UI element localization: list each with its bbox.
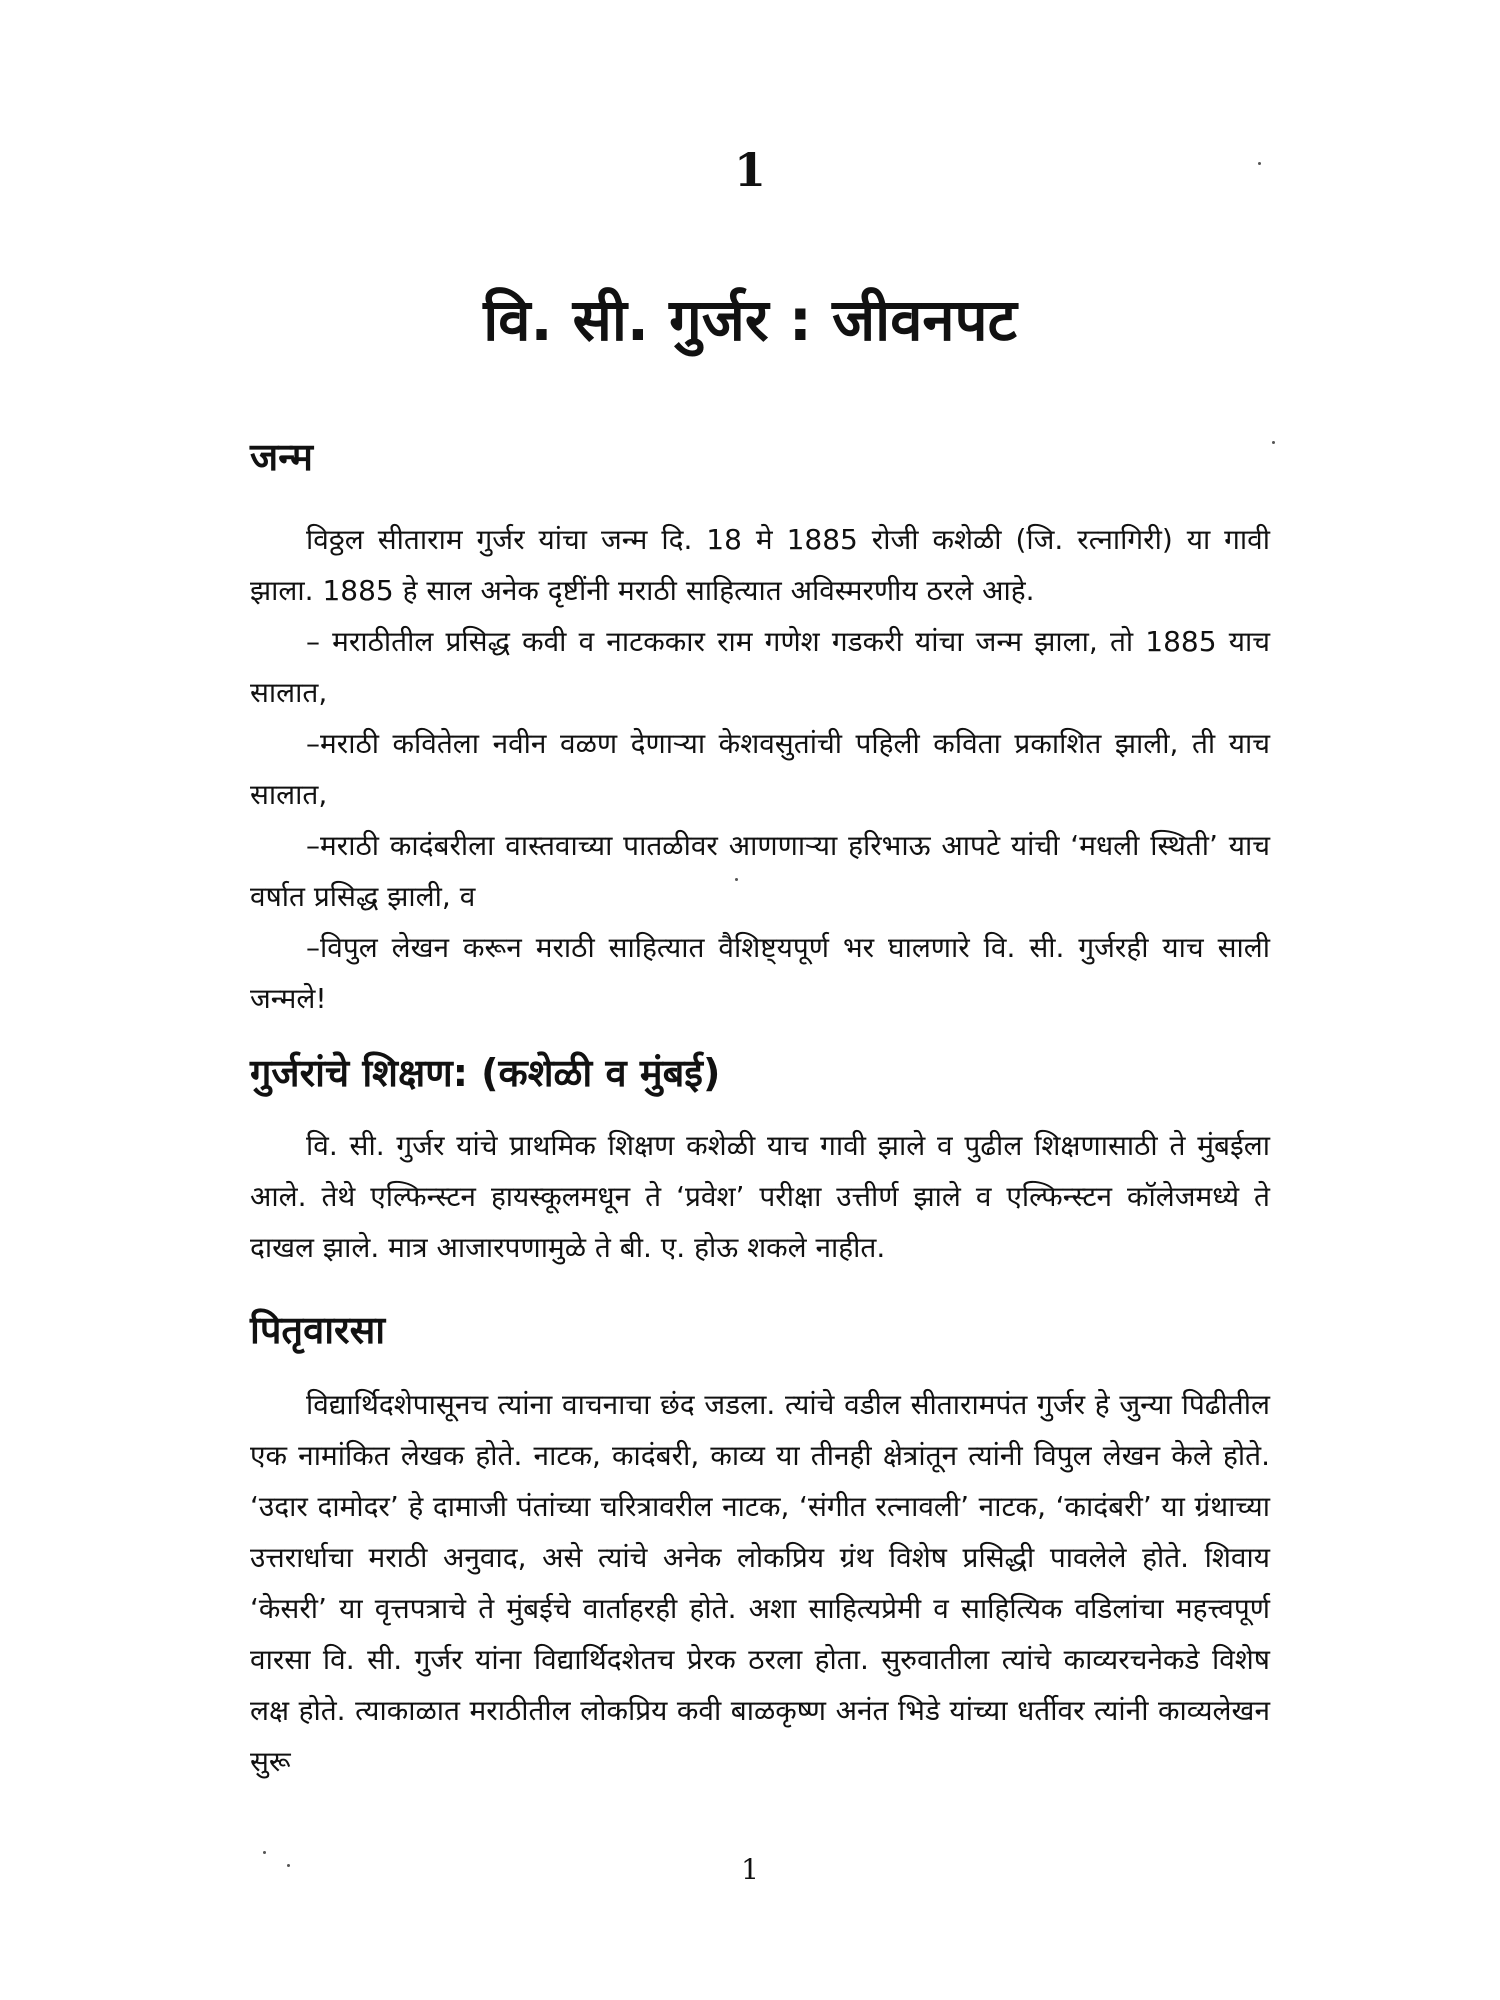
section-heading: गुर्जरांचे शिक्षण: (कशेळी व मुंबई) <box>250 1051 721 1095</box>
scan-speck <box>287 1864 290 1867</box>
paragraph: – मराठीतील प्रसिद्ध कवी व नाटककार राम गणेश गडकरी यांचा जन्म झाला, तो 1885 याच सालात, <box>250 625 1270 709</box>
section-heritage <box>250 1303 1270 1787</box>
section-heading: जन्म <box>250 435 314 479</box>
section-education <box>250 1046 1270 1273</box>
chapter-title: वि. सी. गुर्जर : जीवनपट <box>483 286 1017 354</box>
paragraph: –विपुल लेखन करून मराठी साहित्यात वैशिष्ट्यपूर्ण भर घालणारे वि. सी. गुर्जरही याच साली जन्मले! <box>250 931 1270 1015</box>
page-number: 1 <box>741 1853 759 1886</box>
scan-speck <box>735 878 738 881</box>
section-heading: पितृवारसा <box>250 1308 386 1352</box>
section-birth <box>250 430 1270 1024</box>
paragraph: –मराठी कादंबरीला वास्तवाच्या पातळीवर आणणाऱ्या हरिभाऊ आपटे यांची ‘मधली स्थिती’ याच वर्षात प्रसिद्ध झाली, व <box>250 829 1270 913</box>
paragraph: विठ्ठल सीताराम गुर्जर यांचा जन्म दि. 18 मे 1885 रोजी कशेळी (जि. रत्नागिरी) या गावी झाला. 1885 हे साल अनेक दृष्टींनी मराठी साहित्यात अविस्मरणीय ठरले आहे. <box>250 523 1270 607</box>
scan-speck <box>263 1851 266 1854</box>
paragraph: वि. सी. गुर्जर यांचे प्राथमिक शिक्षण कशेळी याच गावी झाले व पुढील शिक्षणासाठी ते मुंबईला आले. तेथे एल्फिन्स्टन हायस्कूलमधून ते ‘प्रवेश’ परीक्षा उत्तीर्ण झाले व एल्फिन्स्टन कॉलेजमध्ये ते दाखल झाले. मात्र आजारपणामुळे ते बी. ए. होऊ शकले नाहीत. <box>250 1129 1270 1264</box>
scan-speck <box>1272 441 1275 444</box>
paragraph: –मराठी कवितेला नवीन वळण देणाऱ्या केशवसुतांची पहिली कविता प्रकाशित झाली, ती याच सालात, <box>250 727 1270 811</box>
body-content <box>250 430 1270 1787</box>
scan-speck <box>1258 162 1261 165</box>
chapter-number: 1 <box>733 143 766 197</box>
paragraph: विद्यार्थिदशेपासूनच त्यांना वाचनाचा छंद जडला. त्यांचे वडील सीतारामपंत गुर्जर हे जुन्या पिढीतील एक नामांकित लेखक होते. नाटक, कादंबरी, काव्य या तीनही क्षेत्रांतून त्यांनी विपुल लेखन केले होते. ‘उदार दामोदर’ हे दामाजी पंतांच्या चरित्रावरील नाटक, ‘संगीत रत्नावली’ नाटक, ‘कादंबरी’ या ग्रंथाच्या उत्तरार्धाचा मराठी अनुवाद, असे त्यांचे अनेक लोकप्रिय ग्रंथ विशेष प्रसिद्धी पावलेले होते. शिवाय ‘केसरी’ या वृत्तपत्राचे ते मुंबईचे वार्ताहरही होते. अशा साहित्यप्रेमी व साहित्यिक वडिलांचा महत्त्वपूर्ण वारसा वि. सी. गुर्जर यांना विद्यार्थिदशेतच प्रेरक ठरला होता. सुरुवातीला त्यांचे काव्यरचनेकडे विशेष लक्ष होते. त्याकाळात मराठीतील लोकप्रिय कवी बाळकृष्ण अनंत भिडे यांच्या धर्तीवर त्यांनी काव्यलेखन सुरू <box>250 1388 1270 1778</box>
